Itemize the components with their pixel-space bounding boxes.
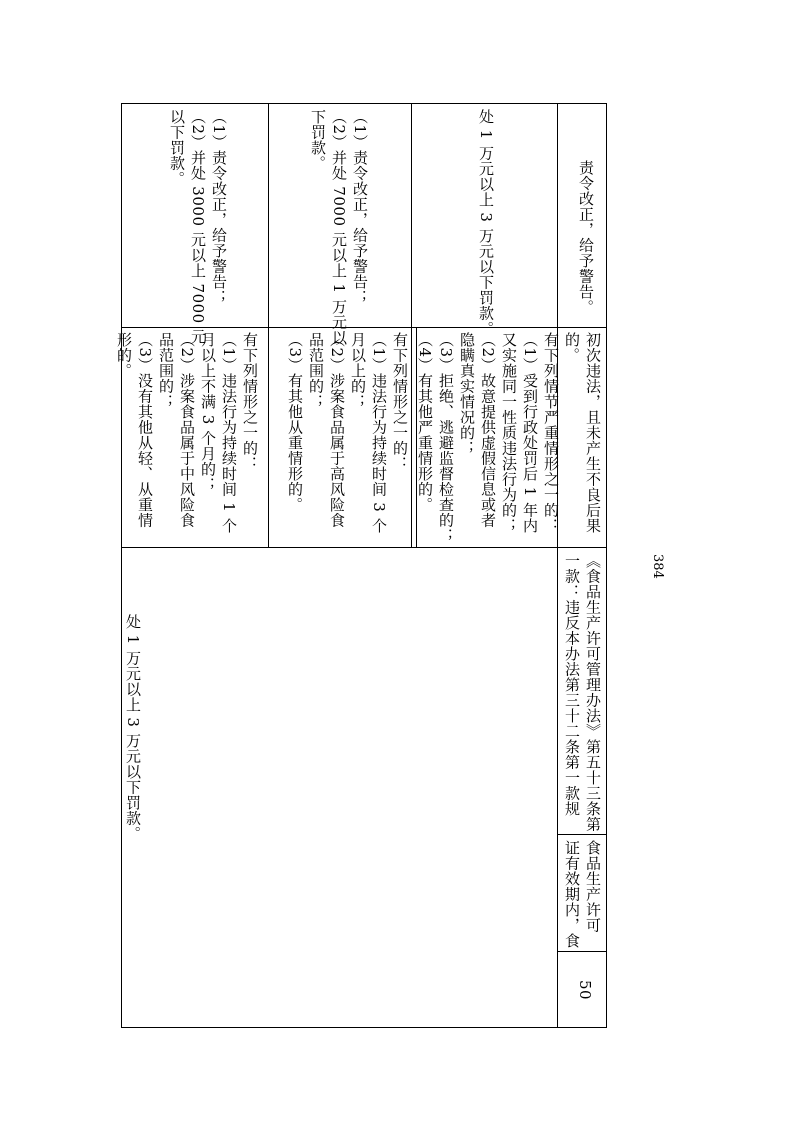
tier3-circumstance: [414, 332, 561, 544]
circumstance: [561, 332, 603, 534]
text-line: 有下列情形之一的：: [241, 332, 259, 472]
text-line: （4）有其他严重情形的。: [416, 332, 434, 513]
row-divider: [557, 103, 558, 1028]
text-line: 品范围的；: [307, 332, 325, 410]
basis-continuation: 处 1 万元以上 3 万元以下罚款。: [124, 614, 142, 842]
text-line: 证有效期内，食: [563, 840, 581, 949]
text-line: 有下列情节严重情形之一的：: [542, 332, 560, 534]
tier1-penalty: [166, 109, 229, 344]
tier-divider-2: [411, 103, 412, 548]
text-line: 形的。: [115, 332, 133, 379]
text-line: （1）违法行为持续时间 3 个: [370, 332, 388, 534]
text-line: 有下列情形之一的：: [391, 332, 409, 472]
text-line: （2）故意提供虚假信息或者: [479, 332, 497, 529]
penalty: [575, 160, 596, 315]
text-line: （1）责令改正，给予警告；: [210, 109, 228, 306]
tier2-circumstance: [284, 332, 410, 533]
item-name: [561, 840, 603, 949]
text-line: 处 1 万元以上 3 万元以下罚款。: [477, 109, 495, 337]
text-line: （2）并处 3000 元以上 7000 元: [189, 109, 207, 345]
table-border-top: [121, 103, 607, 104]
col-divider-basis: [557, 834, 607, 835]
text-line: 《食品生产许可管理办法》第五十三条第: [584, 553, 602, 832]
text-line: 初次违法，且未产生不良后果: [584, 332, 602, 534]
text-line: 月以上的；: [349, 332, 367, 410]
text-line: 责令改正，给予警告。: [577, 160, 595, 315]
text-line: 隐瞒真实情况的；: [458, 332, 476, 456]
row-number: 50: [576, 980, 594, 1001]
legal-basis: [561, 553, 603, 832]
page-number: 384: [650, 554, 665, 579]
table-border-left: [121, 103, 122, 1028]
text-line: （1）违法行为持续时间 1 个: [220, 332, 238, 534]
text-line: 一款：违反本办法第三十二条第一款规: [563, 553, 581, 817]
table-border-right: [606, 103, 607, 1028]
text-line: 的。: [563, 332, 581, 363]
text-line: （3）有其他从重情形的。: [286, 332, 304, 513]
table-border-bottom: [121, 1027, 607, 1028]
text-line: 月以上不满 3 个月的；: [199, 332, 217, 493]
text-line: （1）责令改正，给予警告；: [351, 109, 369, 306]
text-line: 又实施同一性质违法行为的；: [500, 332, 518, 534]
text-line: （2）并处 7000 元以上 1 万元以: [330, 109, 348, 346]
text-line: （2）涉案食品属于高风险食: [328, 332, 346, 529]
col-divider-circumstance: [121, 547, 607, 548]
tier2-penalty: [307, 109, 370, 345]
text-line: 下罚款。: [309, 109, 327, 171]
tier-divider-1: [268, 103, 269, 548]
col-divider-item: [557, 951, 607, 952]
text-line: （2）涉案食品属于中风险食: [178, 332, 196, 529]
tier3-penalty: [475, 109, 496, 336]
tier1-circumstance: [113, 332, 260, 533]
text-line: 品范围的；: [157, 332, 175, 410]
text-line: （1）受到行政处罚后 1 年内: [521, 332, 539, 534]
text-line: 以下罚款。: [168, 109, 186, 187]
text-line: （3）没有其他从轻、从重情: [136, 332, 154, 529]
text-line: 食品生产许可: [584, 840, 602, 933]
text-line: （3）拒绝、逃避监督检查的；: [437, 332, 455, 544]
